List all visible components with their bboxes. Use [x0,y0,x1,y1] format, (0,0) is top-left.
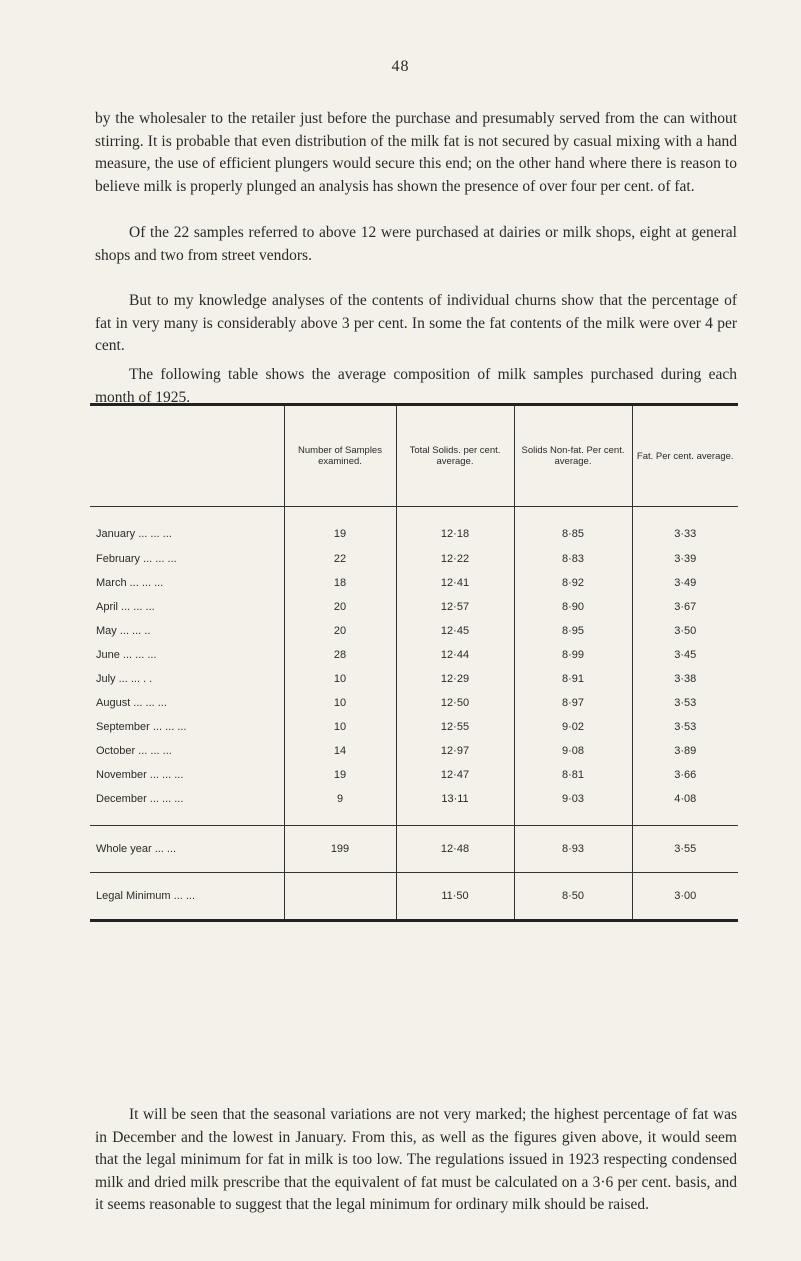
non-fat-cell: 9·02 [514,715,632,739]
samples-cell: 18 [284,571,396,595]
non-fat-cell: 9·03 [514,787,632,826]
milk-composition-table [90,403,738,922]
month-label: July ... ... . . [90,667,284,691]
non-fat-cell: 8·93 [514,826,632,873]
samples-cell: 22 [284,547,396,571]
total-solids-cell: 12·57 [396,595,514,619]
month-label: March ... ... ... [90,571,284,595]
non-fat-cell: 8·92 [514,571,632,595]
table-row [90,643,738,667]
fat-cell: 3·49 [674,577,697,589]
samples-cell: 14 [284,739,396,763]
header-fat: Fat. Per cent. average. [632,405,738,507]
fat-cell: 3·38 [674,673,697,685]
header-total-solids: Total Solids. per cent. average. [396,405,514,507]
table-row [90,507,738,548]
fat-cell: 3·50 [674,625,697,637]
total-solids-cell: 12·45 [396,619,514,643]
fat-cell: 4·08 [674,793,697,805]
fat-cell: 3·33 [674,528,697,540]
table-row [90,763,738,787]
total-solids-cell: 13·11 [396,787,514,826]
samples-cell: 19 [284,507,396,548]
total-solids-cell: 12·55 [396,715,514,739]
table-row [90,691,738,715]
non-fat-cell: 8·91 [514,667,632,691]
samples-cell: 19 [284,763,396,787]
fat-cell: 3·55 [632,826,738,873]
total-solids-cell: 12·29 [396,667,514,691]
non-fat-cell: 8·99 [514,643,632,667]
fat-cell: 3·00 [632,873,738,921]
legal-minimum-row [90,873,738,921]
non-fat-cell: 8·83 [514,547,632,571]
paragraph-samples: Of the 22 samples referred to above 12 were purchased at dairies or milk shops, eight at general shops and two from street vendors. [95,224,737,264]
samples-cell: 28 [284,643,396,667]
total-solids-cell: 11·50 [396,873,514,921]
page-number: 48 [391,58,410,75]
total-solids-cell: 12·41 [396,571,514,595]
header-blank [90,405,284,507]
header-non-fat: Solids Non-fat. Per cent. average. [514,405,632,507]
samples-cell: 9 [284,787,396,826]
total-solids-cell: 12·47 [396,763,514,787]
fat-cell: 3·66 [674,769,697,781]
non-fat-cell: 8·90 [514,595,632,619]
samples-cell: 20 [284,595,396,619]
total-solids-cell: 12·22 [396,547,514,571]
non-fat-cell: 8·95 [514,619,632,643]
fat-cell: 3·39 [674,553,697,565]
samples-cell: 199 [284,826,396,873]
table-row [90,715,738,739]
paragraph-conclusion: It will be seen that the seasonal variations are not very marked; the highest percentage of fat was in December and the lowest in January. From this, as well as the figures given above, it would seem that the legal minimum for fat in milk is too low. The regulations issued in 1923 respecting condensed milk and dried milk prescribe that the equivalent of fat must be calculated on a 3·6 per cent. basis, and it seems reasonable to suggest that the legal minimum for ordinary milk should be raised. [95,1106,737,1213]
header-samples: Number of Samples examined. [284,405,396,507]
whole-year-row [90,826,738,873]
month-label: November ... ... ... [90,763,284,787]
samples-cell: 10 [284,691,396,715]
total-solids-cell: 12·48 [396,826,514,873]
legal-minimum-label: Legal Minimum ... ... [90,873,284,921]
fat-cell: 3·53 [674,697,697,709]
paragraph-churns: But to my knowledge analyses of the contents of individual churns show that the percentage of fat in very many is considerably above 3 per cent. In some the fat contents of the milk were over 4 per cent. [95,292,737,354]
table-row [90,787,738,826]
samples-cell: 10 [284,667,396,691]
non-fat-cell: 8·85 [514,507,632,548]
samples-cell: 10 [284,715,396,739]
total-solids-cell: 12·44 [396,643,514,667]
paragraph-table-intro: The following table shows the average composition of milk samples purchased during each month of 1925. [95,366,737,406]
whole-year-label: Whole year ... ... [90,826,284,873]
total-solids-cell: 12·97 [396,739,514,763]
month-label: January ... ... ... [90,507,284,548]
non-fat-cell: 8·81 [514,763,632,787]
month-label: October ... ... ... [90,739,284,763]
month-label: August ... ... ... [90,691,284,715]
month-label: December ... ... ... [90,787,284,826]
month-label: September ... ... ... [90,715,284,739]
fat-cell: 3·45 [674,649,697,661]
non-fat-cell: 8·97 [514,691,632,715]
table-row [90,595,738,619]
table-row [90,739,738,763]
total-solids-cell: 12·50 [396,691,514,715]
month-label: February ... ... ... [90,547,284,571]
month-label: May ... ... .. [90,619,284,643]
fat-cell: 3·53 [674,721,697,733]
table-row [90,571,738,595]
samples-cell: 20 [284,619,396,643]
non-fat-cell: 9·08 [514,739,632,763]
non-fat-cell: 8·50 [514,873,632,921]
table-row [90,619,738,643]
table-header-row [90,405,738,507]
table-row [90,547,738,571]
paragraph-wholesaler: by the wholesaler to the retailer just before the purchase and presumably served from the can without stirring. It is probable that even distribution of the milk fat is not secured by casual mixing with a hand measure, the use of efficient plungers would secure this end; on the other hand where there is reason to believe milk is properly plunged an analysis has shown the presence of over four per cent. of fat. [95,110,737,195]
table-row [90,667,738,691]
fat-cell: 3·89 [674,745,697,757]
samples-cell [284,873,396,921]
month-label: April ... ... ... [90,595,284,619]
month-label: June ... ... ... [90,643,284,667]
fat-cell: 3·67 [674,601,697,613]
total-solids-cell: 12·18 [396,507,514,548]
